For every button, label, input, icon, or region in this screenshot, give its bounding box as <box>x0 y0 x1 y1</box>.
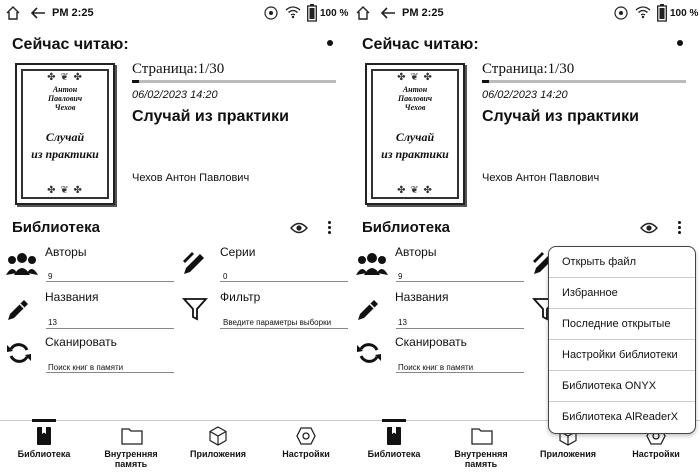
filter-placeholder[interactable]: Введите параметры выборки <box>223 318 332 327</box>
tab-library-label: Библиотека <box>367 449 421 459</box>
cover-title: Случай из практики <box>31 130 99 161</box>
menu-item-onyx-library[interactable]: Библиотека ONYX <box>549 371 695 402</box>
menu-item-alreader-library[interactable]: Библиотека AlReaderX <box>562 411 679 423</box>
library-title: Библиотека <box>12 219 100 236</box>
divider <box>46 281 174 282</box>
authors-count: 9 <box>398 272 403 281</box>
library-icon <box>384 426 404 446</box>
last-read-date: 06/02/2023 14:20 <box>482 89 568 101</box>
home-icon[interactable] <box>5 5 21 21</box>
cover-frame <box>371 69 459 199</box>
eye-icon[interactable] <box>290 222 308 234</box>
apps-icon <box>208 426 228 446</box>
divider <box>396 372 524 373</box>
settings-icon <box>296 426 316 446</box>
menu-item-library-settings[interactable]: Настройки библиотеки <box>549 340 695 371</box>
library-title: Библиотека <box>362 219 450 236</box>
tab-internal-memory-label: Внутренняя память <box>104 449 158 469</box>
scan-hint: Поиск книг в памяти <box>398 363 474 372</box>
ornament-top: ✤ ❦ ✤ <box>397 72 433 83</box>
status-bar <box>0 0 350 28</box>
titles-icon <box>356 296 382 322</box>
cover-author: Антон Павлович Чехов <box>397 85 433 112</box>
reading-progress-bar <box>482 80 686 83</box>
book-title[interactable]: Случай из практики <box>482 108 639 125</box>
more-vert-icon[interactable] <box>326 221 332 235</box>
current-reading-title: Сейчас читаю: <box>12 36 129 53</box>
tab-apps-label: Приложения <box>540 449 596 459</box>
wifi-icon <box>285 5 301 19</box>
dot-icon[interactable] <box>677 40 683 46</box>
divider <box>396 328 524 329</box>
menu-item-recent[interactable]: Последние открытые <box>549 309 695 340</box>
ornament-bottom: ✤ ❦ ✤ <box>47 185 83 196</box>
active-indicator <box>382 419 406 422</box>
titles-label: Названия <box>45 290 99 304</box>
scan-item[interactable] <box>6 333 176 375</box>
battery-percent: 100 % <box>670 8 699 19</box>
titles-item[interactable] <box>356 288 526 330</box>
tab-library-label: Библиотека <box>17 449 71 459</box>
progress-fill <box>132 80 139 83</box>
tab-settings[interactable] <box>262 421 350 473</box>
cover-frame <box>21 69 109 199</box>
divider <box>46 328 174 329</box>
divider <box>220 328 348 329</box>
series-count: 0 <box>223 272 228 281</box>
cover-author: Антон Павлович Чехов <box>47 85 83 112</box>
book-cover[interactable] <box>15 63 115 205</box>
active-indicator <box>32 419 56 422</box>
authors-label: Авторы <box>395 245 437 259</box>
status-time: PM 2:25 <box>52 7 94 19</box>
menu-item-favorites[interactable]: Избранное <box>549 278 695 309</box>
sync-icon <box>263 5 279 21</box>
book-author: Чехов Антон Павлович <box>482 172 600 184</box>
titles-icon <box>6 296 32 322</box>
battery-icon <box>307 4 317 22</box>
last-read-date: 06/02/2023 14:20 <box>132 89 218 101</box>
scan-hint: Поиск книг в памяти <box>48 363 124 372</box>
library-options-menu <box>548 246 696 434</box>
scan-icon <box>356 340 382 366</box>
tab-settings-label: Настройки <box>632 449 680 459</box>
book-title[interactable]: Случай из практики <box>132 108 289 125</box>
scan-label: Сканировать <box>45 335 117 349</box>
filter-item[interactable] <box>182 288 350 330</box>
folder-icon <box>121 426 143 446</box>
book-author: Чехов Антон Павлович <box>132 172 250 184</box>
home-icon[interactable] <box>355 5 371 21</box>
tab-internal-memory[interactable] <box>437 421 525 473</box>
filter-label: Фильтр <box>220 290 261 304</box>
book-cover[interactable] <box>365 63 465 205</box>
series-label: Серии <box>220 245 256 259</box>
dot-icon[interactable] <box>327 40 333 46</box>
status-bar <box>350 0 700 28</box>
tab-internal-memory[interactable] <box>87 421 175 473</box>
bottom-nav <box>0 420 350 473</box>
divider <box>46 372 174 373</box>
tab-apps[interactable] <box>174 421 262 473</box>
divider <box>396 281 524 282</box>
ornament-top: ✤ ❦ ✤ <box>47 72 83 83</box>
back-arrow-icon[interactable] <box>380 6 396 20</box>
tab-settings-label: Настройки <box>282 449 330 459</box>
authors-icon <box>6 251 38 277</box>
scan-item[interactable] <box>356 333 526 375</box>
status-time: PM 2:25 <box>402 7 444 19</box>
authors-icon <box>356 251 388 277</box>
ornament-bottom: ✤ ❦ ✤ <box>397 185 433 196</box>
back-arrow-icon[interactable] <box>30 6 46 20</box>
cover-title: Случай из практики <box>381 130 449 161</box>
tab-apps-label: Приложения <box>190 449 246 459</box>
authors-item[interactable] <box>356 243 526 283</box>
authors-count: 9 <box>48 272 53 281</box>
tab-library[interactable] <box>0 421 88 473</box>
scan-label: Сканировать <box>395 335 467 349</box>
filter-icon <box>182 296 208 322</box>
more-vert-icon[interactable] <box>676 221 682 235</box>
titles-label: Названия <box>395 290 449 304</box>
series-icon <box>182 250 208 276</box>
battery-icon <box>657 4 667 22</box>
series-item[interactable] <box>182 243 350 283</box>
titles-count: 13 <box>398 318 407 327</box>
authors-item[interactable] <box>6 243 176 283</box>
current-reading-title: Сейчас читаю: <box>362 36 479 53</box>
sync-icon <box>613 5 629 21</box>
page-indicator: Страница:1/30 <box>132 61 225 77</box>
progress-fill <box>482 80 489 83</box>
page-indicator: Страница:1/30 <box>482 61 575 77</box>
eye-icon[interactable] <box>640 222 658 234</box>
menu-item-open-file[interactable]: Открыть файл <box>549 247 695 278</box>
battery-percent: 100 % <box>320 8 349 19</box>
reading-progress-bar <box>132 80 336 83</box>
wifi-icon <box>635 5 651 19</box>
scan-icon <box>6 340 32 366</box>
tab-library[interactable] <box>350 421 438 473</box>
tab-internal-memory-label: Внутренняя память <box>454 449 508 469</box>
titles-count: 13 <box>48 318 57 327</box>
authors-label: Авторы <box>45 245 87 259</box>
folder-icon <box>471 426 493 446</box>
titles-item[interactable] <box>6 288 176 330</box>
library-icon <box>34 426 54 446</box>
divider <box>220 281 348 282</box>
